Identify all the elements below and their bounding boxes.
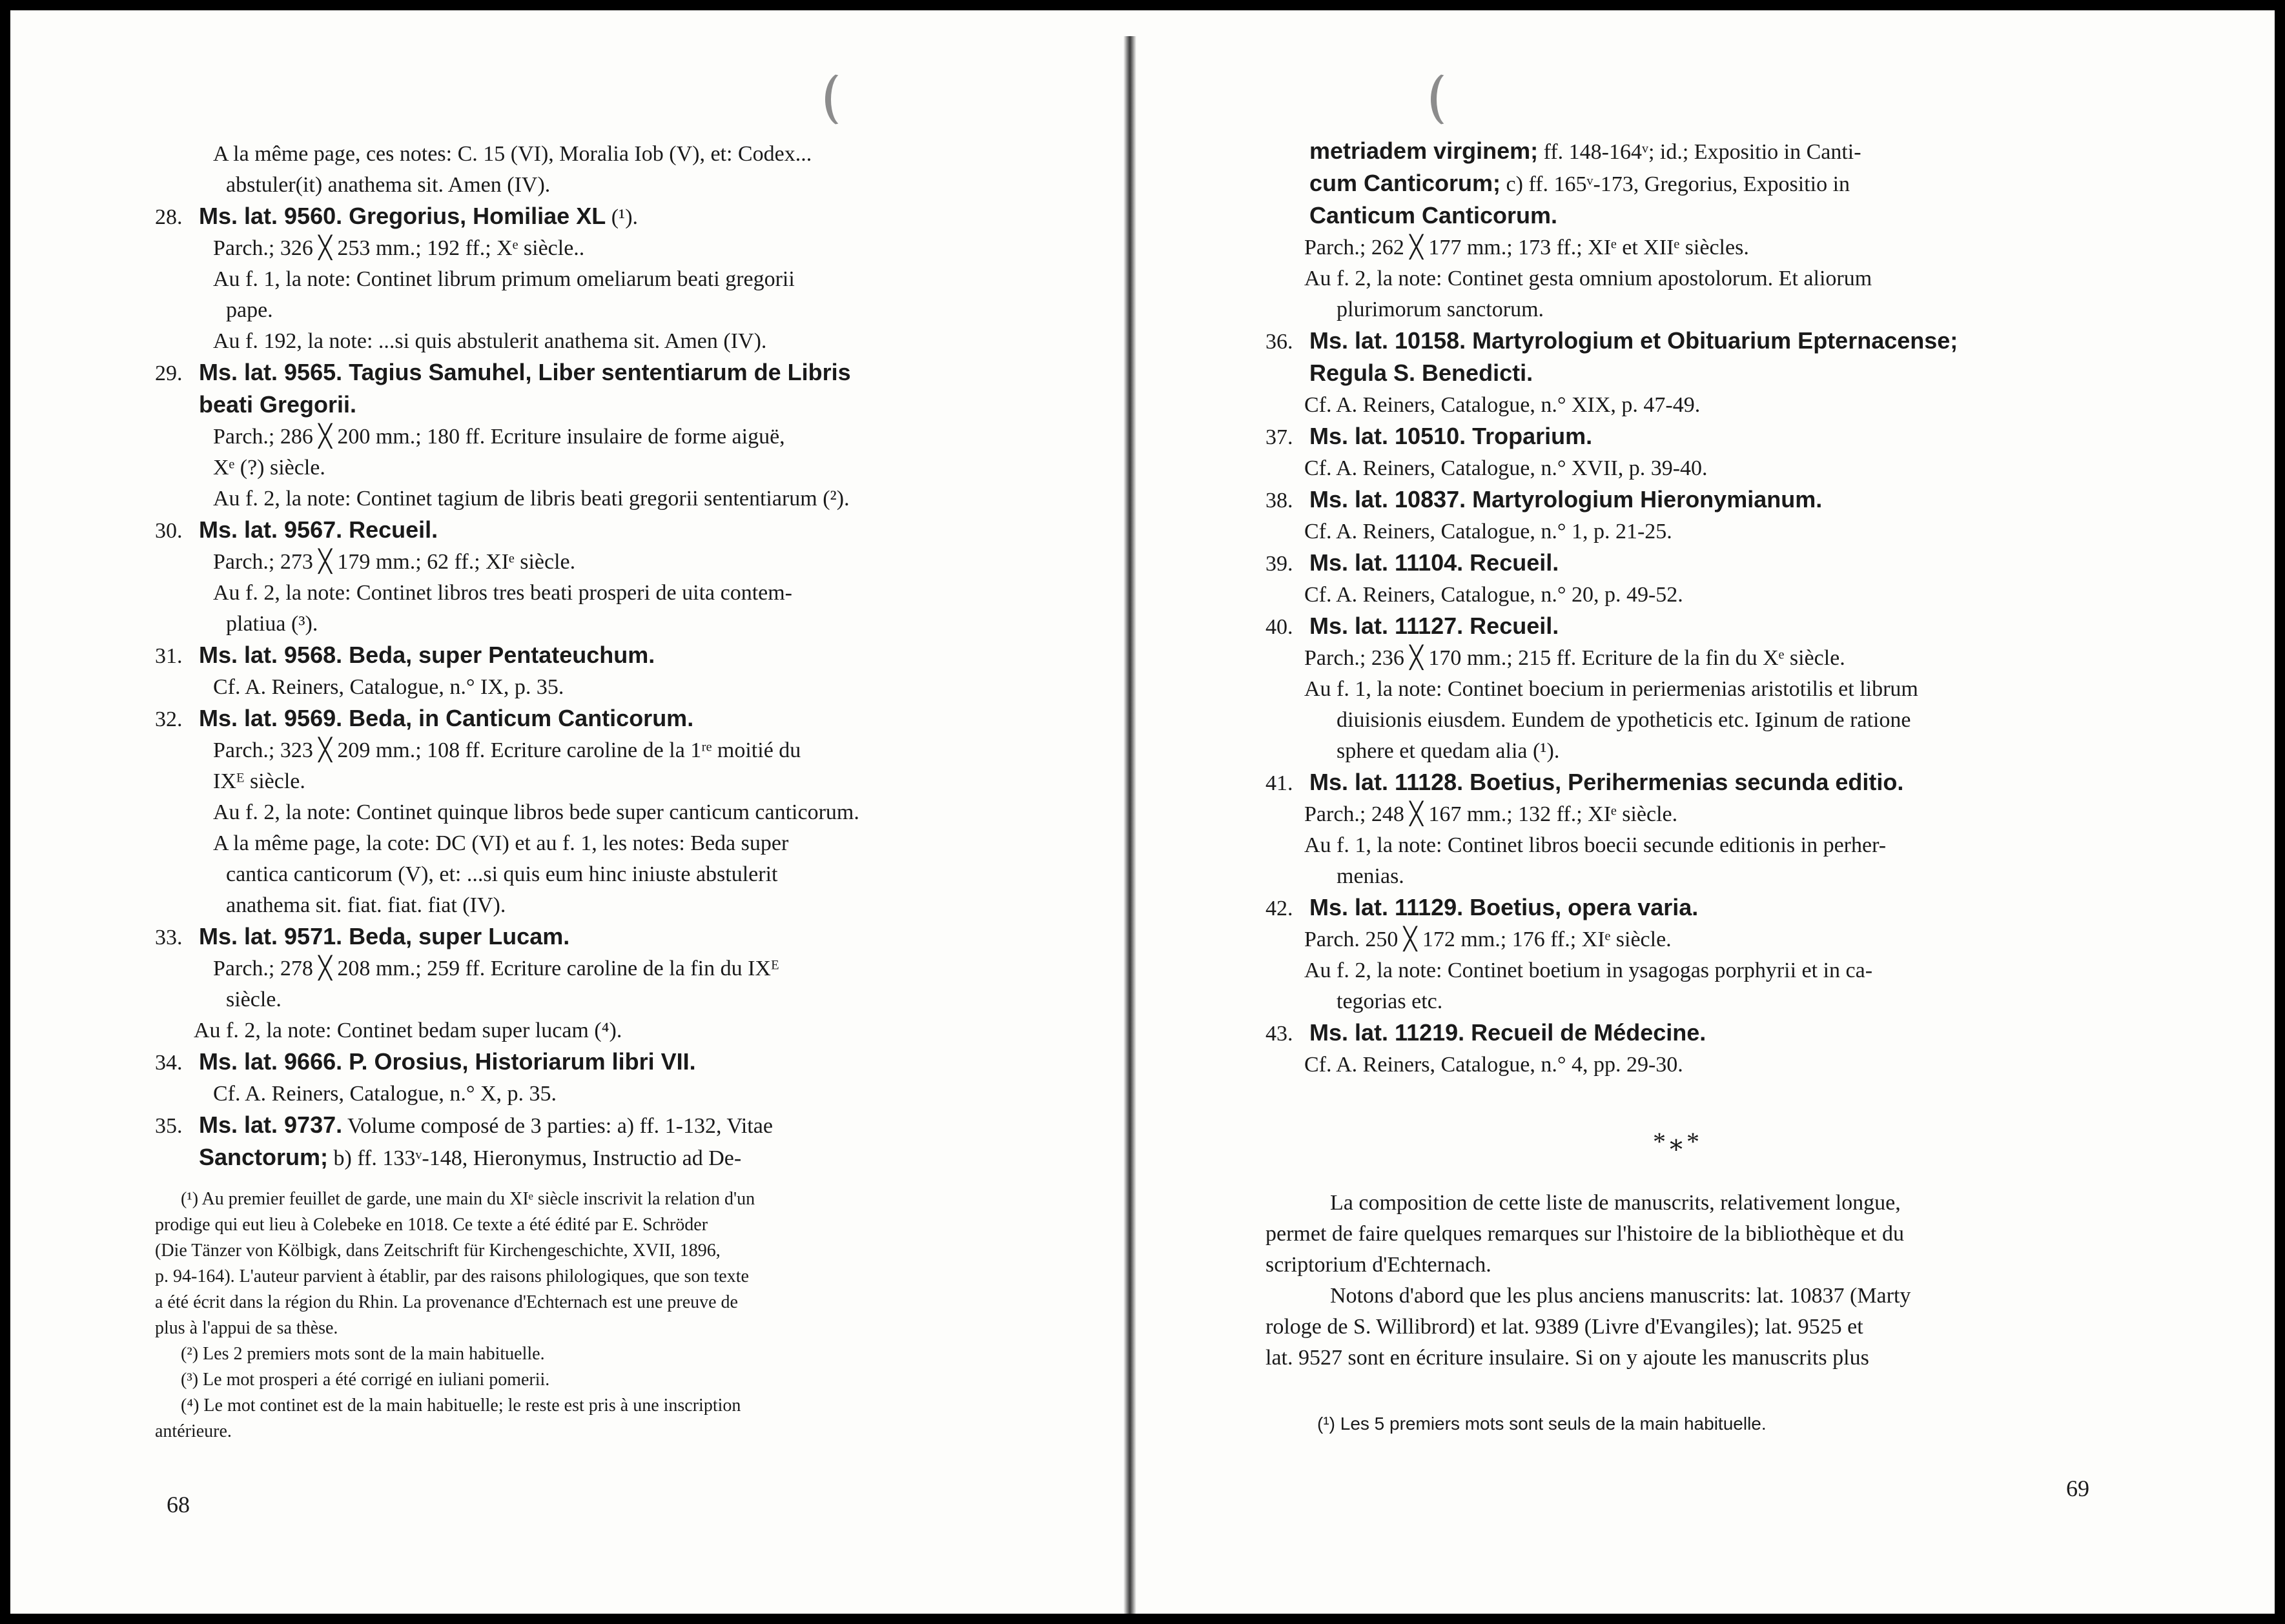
entry-heading: Ms. lat. 9560. Gregorius, Homiliae XL bbox=[199, 203, 606, 229]
entry-number: 28. bbox=[155, 205, 183, 229]
left-page-line bbox=[155, 1046, 988, 1079]
right-page-line: Cf. A. Reiners, Catalogue, n.° XVII, p. 39-40. bbox=[1304, 456, 1708, 480]
left-page-line: Au f. 2, la note: Continet quinque libros bede super canticum canticorum. bbox=[213, 800, 859, 824]
left-footnote-line: antérieure. bbox=[155, 1421, 232, 1441]
right-page-line: Cf. A. Reiners, Catalogue, n.° 4, pp. 29-30. bbox=[1304, 1053, 1683, 1077]
entry-heading: Ms. lat. 11128. Boetius, Perihermenias secunda editio. bbox=[1309, 769, 1904, 795]
left-page-line: Parch.; 286 ╳ 200 mm.; 180 ff. Ecriture insulaire de forme aiguë, bbox=[213, 425, 785, 449]
left-page-line: IXᴱ siècle. bbox=[213, 769, 305, 793]
entry-heading: Ms. lat. 9567. Recueil. bbox=[199, 516, 438, 543]
left-page-footnotes bbox=[155, 1186, 988, 1445]
book-fold bbox=[1123, 36, 1136, 1614]
entry-heading: Ms. lat. 10837. Martyrologium Hieronymianum. bbox=[1309, 486, 1823, 513]
right-page-line: Cf. A. Reiners, Catalogue, n.° 1, p. 21-25. bbox=[1304, 520, 1672, 543]
left-page-line: pape. bbox=[226, 298, 273, 322]
right-page-line: Parch.; 262 ╳ 177 mm.; 173 ff.; XIᵉ et XIIᵉ siècles. bbox=[1304, 236, 1749, 259]
right-body-line: La composition de cette liste de manuscrits, relativement longue, bbox=[1330, 1191, 1901, 1215]
left-footnote-line: (⁴) Le mot continet est de la main habituelle; le reste est pris à une inscription bbox=[181, 1396, 741, 1416]
entry-number: 31. bbox=[155, 644, 183, 668]
left-page-line bbox=[155, 201, 988, 233]
entry-heading: Ms. lat. 11129. Boetius, opera varia. bbox=[1309, 894, 1699, 920]
left-page-text bbox=[155, 139, 988, 1174]
right-page-line bbox=[1265, 136, 2092, 168]
left-page-line bbox=[155, 921, 988, 953]
right-page-line: menias. bbox=[1337, 864, 1404, 888]
right-page-line bbox=[1265, 484, 2092, 516]
left-page-line: siècle. bbox=[226, 988, 282, 1011]
entry-number: 41. bbox=[1265, 771, 1293, 795]
entry-heading: Ms. lat. 10510. Troparium. bbox=[1309, 423, 1593, 449]
left-page-line: Parch.; 326 ╳ 253 mm.; 192 ff.; Xᵉ siècle.. bbox=[213, 236, 585, 260]
left-page-line bbox=[155, 389, 988, 421]
right-page-text bbox=[1265, 136, 2092, 1081]
right-page-line: Au f. 1, la note: Continet libros boecii secunde editionis in perher- bbox=[1304, 833, 1887, 857]
left-page-line: Au f. 192, la note: ...si quis abstulerit anathema sit. Amen (IV). bbox=[213, 329, 767, 353]
right-body-line: scriptorium d'Echternach. bbox=[1265, 1253, 1491, 1277]
left-page-line: Cf. A. Reiners, Catalogue, n.° X, p. 35. bbox=[213, 1082, 557, 1106]
left-page-line: cantica canticorum (V), et: ...si quis eum hinc iniuste abstulerit bbox=[226, 862, 778, 886]
left-page-line: Parch.; 273 ╳ 179 mm.; 62 ff.; XIᵉ siècle. bbox=[213, 550, 576, 574]
left-page-line: anathema sit. fiat. fiat. fiat (IV). bbox=[226, 893, 506, 917]
entry-number: 39. bbox=[1265, 552, 1293, 576]
entry-heading: beati Gregorii. bbox=[199, 391, 357, 418]
right-page-line: diuisionis eiusdem. Eundem de ypotheticis etc. Iginum de ratione bbox=[1337, 708, 1911, 732]
right-page-line bbox=[1265, 200, 2092, 232]
right-page-line: plurimorum sanctorum. bbox=[1337, 298, 1544, 321]
left-page-line: A la même page, ces notes: C. 15 (VI), Moralia Iob (V), et: Codex... bbox=[213, 142, 812, 166]
right-page-footnote: (¹) Les 5 premiers mots sont seuls de la main habituelle. bbox=[1317, 1414, 1767, 1434]
entry-heading: Ms. lat. 9569. Beda, in Canticum Canticorum. bbox=[199, 705, 694, 731]
left-page-line bbox=[155, 640, 988, 672]
entry-heading: Sanctorum; bbox=[199, 1144, 329, 1170]
entry-heading: Canticum Canticorum. bbox=[1309, 202, 1558, 228]
left-page-line: Au f. 2, la note: Continet libros tres beati prosperi de uita contem- bbox=[213, 581, 792, 605]
right-page-line: Au f. 2, la note: Continet boetium in ysagogas porphyrii et in ca- bbox=[1304, 959, 1873, 982]
page-number-left: 68 bbox=[167, 1492, 190, 1517]
right-body-line: lat. 9527 sont en écriture insulaire. Si on y ajoute les manuscrits plus bbox=[1265, 1346, 1869, 1370]
entry-heading: cum Canticorum; bbox=[1309, 170, 1501, 196]
entry-heading: Ms. lat. 11219. Recueil de Médecine. bbox=[1309, 1019, 1706, 1046]
punch-hole-left bbox=[825, 72, 859, 127]
entry-heading: Regula S. Benedicti. bbox=[1309, 360, 1533, 386]
entry-number: 35. bbox=[155, 1114, 183, 1138]
entry-heading-tail: Volume composé de 3 parties: a) ff. 1-132, Vitae bbox=[342, 1114, 773, 1138]
left-footnote-line: plus à l'appui de sa thèse. bbox=[155, 1318, 338, 1338]
entry-heading: Ms. lat. 11104. Recueil. bbox=[1309, 549, 1559, 576]
entry-heading: Ms. lat. 9565. Tagius Samuhel, Liber sententiarum de Libris bbox=[199, 359, 851, 385]
entry-heading-tail: c) ff. 165ᵛ-173, Gregorius, Expositio in bbox=[1501, 172, 1850, 196]
left-page-line: A la même page, la cote: DC (VI) et au f. 1, les notes: Beda super bbox=[213, 831, 789, 855]
entry-heading: metriadem virginem; bbox=[1309, 137, 1539, 164]
entry-number: 30. bbox=[155, 519, 183, 543]
right-page-line bbox=[1265, 325, 2092, 358]
right-page-line bbox=[1265, 358, 2092, 390]
left-page-line: Parch.; 323 ╳ 209 mm.; 108 ff. Ecriture caroline de la 1ʳᵉ moitié du bbox=[213, 738, 801, 762]
left-page-line: Xᵉ (?) siècle. bbox=[213, 456, 325, 480]
entry-number: 29. bbox=[155, 361, 183, 385]
left-page-line: Au f. 2, la note: Continet bedam super lucam (⁴). bbox=[194, 1019, 622, 1042]
right-page-line: Au f. 1, la note: Continet boecium in periermenias aristotilis et librum bbox=[1304, 677, 1918, 701]
right-page-line bbox=[1265, 892, 2092, 924]
entry-number: 33. bbox=[155, 926, 183, 949]
left-page-line: Au f. 2, la note: Continet tagium de libris beati gregorii sententiarum (²). bbox=[213, 487, 850, 511]
entry-heading-tail: (¹). bbox=[606, 205, 639, 229]
left-page-line: abstuler(it) anathema sit. Amen (IV). bbox=[226, 173, 551, 197]
right-page-line: tegorias etc. bbox=[1337, 990, 1443, 1013]
right-page-line bbox=[1265, 611, 2092, 643]
left-page-line bbox=[155, 1110, 988, 1142]
right-body-line: rologe de S. Willibrord) et lat. 9389 (Livre d'Evangiles); lat. 9525 et bbox=[1265, 1315, 1863, 1339]
entry-heading: Ms. lat. 10158. Martyrologium et Obituarium Epternacense; bbox=[1309, 327, 1958, 354]
entry-number: 42. bbox=[1265, 897, 1293, 920]
section-separator: *⁎* bbox=[1653, 1127, 1703, 1156]
left-page-line: Cf. A. Reiners, Catalogue, n.° IX, p. 35. bbox=[213, 675, 564, 699]
punch-hole-right bbox=[1431, 72, 1465, 127]
right-page-line: Cf. A. Reiners, Catalogue, n.° XIX, p. 47-49. bbox=[1304, 393, 1701, 417]
left-page-line: Au f. 1, la note: Continet librum primum omeliarum beati gregorii bbox=[213, 267, 795, 291]
right-page-line bbox=[1265, 421, 2092, 453]
left-footnote-line: (³) Le mot prosperi a été corrigé en iuliani pomerii. bbox=[181, 1370, 550, 1390]
left-footnote-line: prodige qui eut lieu à Colebeke en 1018. Ce texte a été édité par E. Schröder bbox=[155, 1215, 708, 1235]
entry-heading: Ms. lat. 9568. Beda, super Pentateuchum. bbox=[199, 642, 655, 668]
right-body-line: Notons d'abord que les plus anciens manuscrits: lat. 10837 (Marty bbox=[1330, 1284, 1911, 1308]
right-page-line: sphere et quedam alia (¹). bbox=[1337, 739, 1560, 763]
right-page-line bbox=[1265, 547, 2092, 580]
entry-heading-tail: b) ff. 133ᵛ-148, Hieronymus, Instructio ad De- bbox=[328, 1146, 742, 1170]
right-body-line: permet de faire quelques remarques sur l'histoire de la bibliothèque et du bbox=[1265, 1222, 1904, 1246]
entry-number: 38. bbox=[1265, 489, 1293, 513]
entry-number: 32. bbox=[155, 707, 183, 731]
entry-heading: Ms. lat. 11127. Recueil. bbox=[1309, 613, 1559, 639]
right-page-line: Parch.; 236 ╳ 170 mm.; 215 ff. Ecriture de la fin du Xᵉ siècle. bbox=[1304, 646, 1845, 670]
entry-heading: Ms. lat. 9666. P. Orosius, Historiarum libri VII. bbox=[199, 1048, 696, 1075]
left-footnote-line: a été écrit dans la région du Rhin. La provenance d'Echternach est une preuve de bbox=[155, 1292, 738, 1312]
entry-number: 40. bbox=[1265, 615, 1293, 639]
left-footnote-line: (²) Les 2 premiers mots sont de la main habituelle. bbox=[181, 1344, 545, 1364]
right-page-line: Parch. 250 ╳ 172 mm.; 176 ff.; XIᵉ siècle. bbox=[1304, 928, 1672, 951]
page-number-right: 69 bbox=[2066, 1476, 2089, 1501]
entry-heading-tail: ff. 148-164ᵛ; id.; Expositio in Canti- bbox=[1538, 140, 1861, 164]
left-page-line bbox=[155, 703, 988, 735]
right-page-line bbox=[1265, 767, 2092, 799]
entry-heading: Ms. lat. 9571. Beda, super Lucam. bbox=[199, 923, 570, 949]
right-page-line bbox=[1265, 168, 2092, 200]
right-page-line: Parch.; 248 ╳ 167 mm.; 132 ff.; XIᵉ siècle. bbox=[1304, 802, 1678, 826]
left-page-line: platiua (³). bbox=[226, 612, 318, 636]
right-page-line: Cf. A. Reiners, Catalogue, n.° 20, p. 49-52. bbox=[1304, 583, 1683, 607]
right-page-body bbox=[1265, 1188, 2092, 1374]
right-page-line: Au f. 2, la note: Continet gesta omnium apostolorum. Et aliorum bbox=[1304, 267, 1872, 290]
left-footnote-line: (Die Tänzer von Kölbigk, dans Zeitschrift für Kirchengeschichte, XVII, 1896, bbox=[155, 1241, 721, 1261]
left-page-line bbox=[155, 514, 988, 547]
left-footnote-line: p. 94-164). L'auteur parvient à établir, par des raisons philologiques, que son texte bbox=[155, 1266, 749, 1286]
left-page-line: Parch.; 278 ╳ 208 mm.; 259 ff. Ecriture caroline de la fin du IXᴱ bbox=[213, 957, 779, 980]
left-page-line bbox=[155, 1142, 988, 1174]
entry-number: 43. bbox=[1265, 1022, 1293, 1046]
entry-number: 36. bbox=[1265, 330, 1293, 354]
left-footnote-line: (¹) Au premier feuillet de garde, une main du XIᵉ siècle inscrivit la relation d'un bbox=[181, 1189, 755, 1209]
entry-heading: Ms. lat. 9737. bbox=[199, 1111, 343, 1138]
entry-number: 34. bbox=[155, 1051, 183, 1075]
left-page-line bbox=[155, 357, 988, 389]
entry-number: 37. bbox=[1265, 425, 1293, 449]
right-page-line bbox=[1265, 1017, 2092, 1050]
